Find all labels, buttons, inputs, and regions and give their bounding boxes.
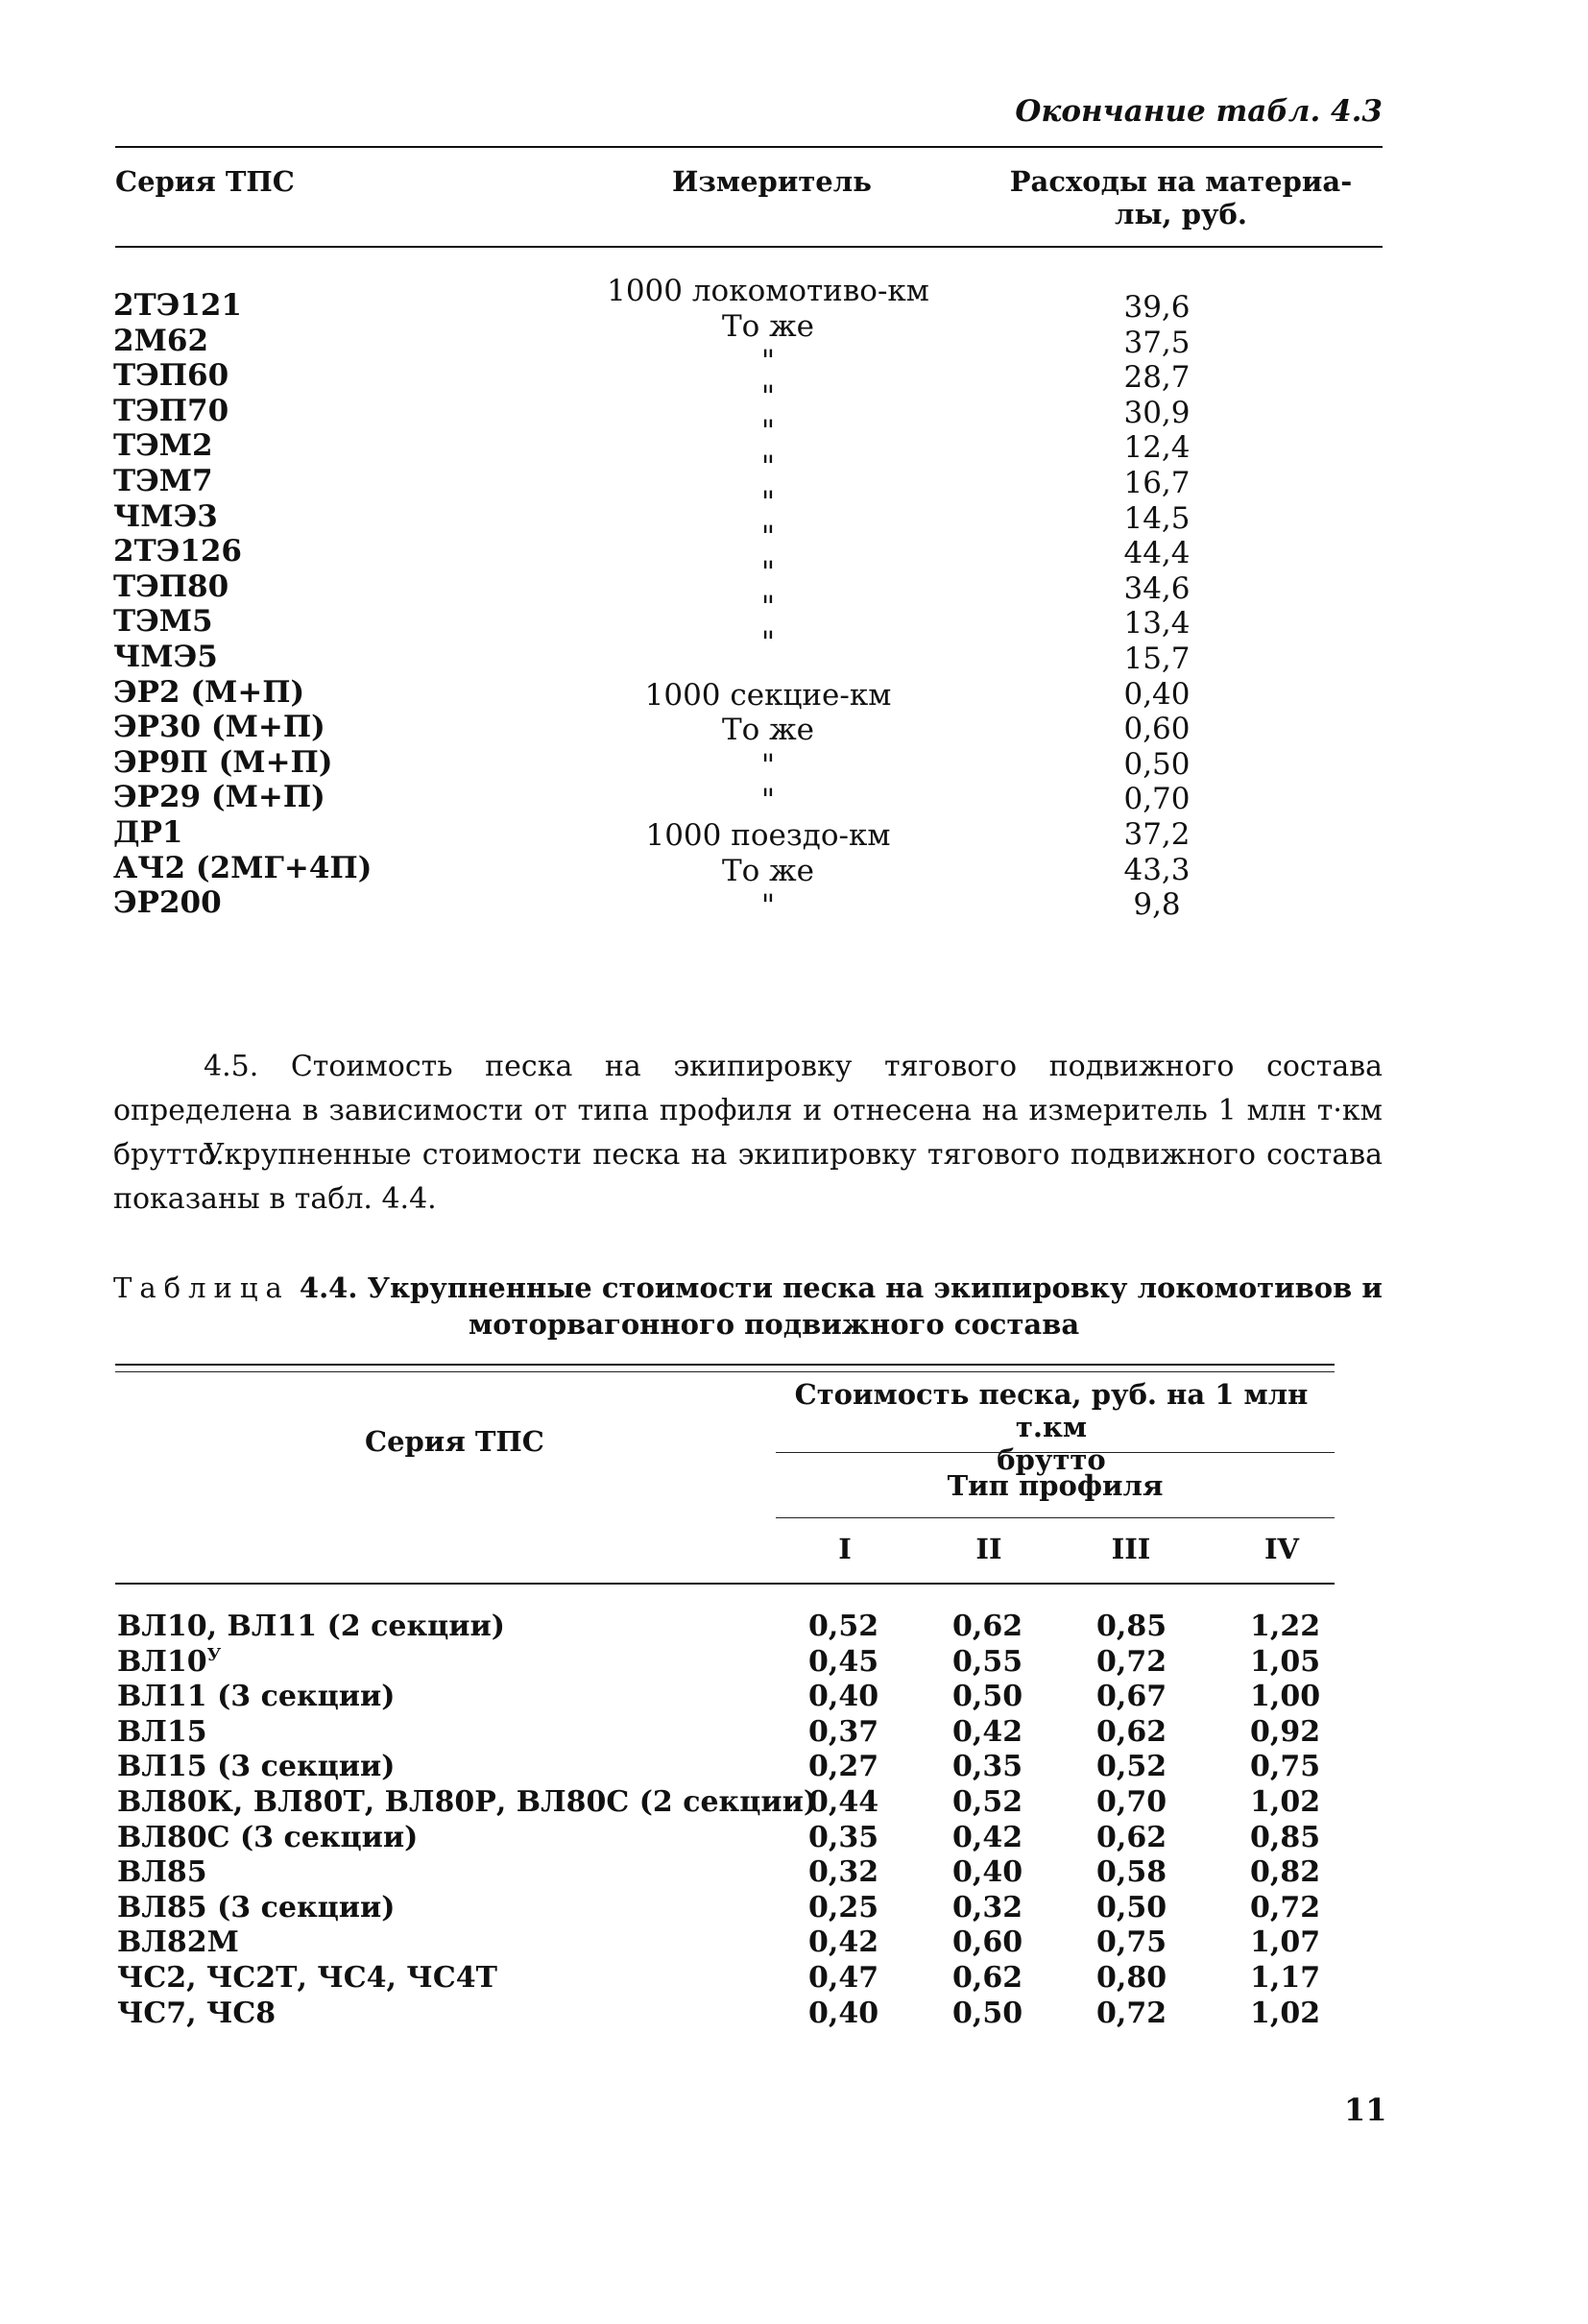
value-iv-cell: 0,92 xyxy=(1250,1714,1321,1749)
table-4-3-measure-cell: " xyxy=(760,448,776,484)
table-4-3-header-rule xyxy=(115,246,1383,248)
table-4-3-cost-cell: 15,7 xyxy=(1123,641,1191,676)
paragraph-sand-costs-text: Укрупненные стоимости песка на экипировку тягового подвижного состава показаны в табл. 4.4. xyxy=(113,1138,1383,1216)
table-4-3-series-cell: АЧ2 (2МГ+4П) xyxy=(113,850,373,885)
table-4-3-measure-cell: " xyxy=(760,520,776,555)
table-4-3-measure-cell: " xyxy=(760,747,776,783)
table-4-4-top-rule-2 xyxy=(115,1371,1335,1372)
table-4-3-cost-column xyxy=(1085,290,1229,923)
table-4-3-cost-cell: 16,7 xyxy=(1123,465,1191,500)
value-iv-cell: 0,75 xyxy=(1250,1750,1321,1784)
value-iii-cell: 0,52 xyxy=(1096,1750,1167,1784)
table-4-3-top-rule xyxy=(115,146,1383,148)
table-4-3-measure-cell: " xyxy=(760,378,776,414)
table-4-3-series-cell: 2М62 xyxy=(113,323,209,358)
value-i-cell: 0,45 xyxy=(808,1644,879,1679)
table-4-3-series-cell: ЧМЭ3 xyxy=(113,498,218,534)
page-number: 11 xyxy=(1344,2092,1387,2128)
value-iii-cell: 0,72 xyxy=(1096,1644,1167,1679)
series-cell: ВЛ11 (3 секции) xyxy=(117,1680,396,1714)
table-4-3-series-cell: ЭР30 (М+П) xyxy=(113,710,325,745)
table-4-4-title-line2: моторвагонного подвижного состава xyxy=(469,1308,1080,1341)
table-4-4-title-text1: 4.4. Укрупненные стоимости песка на экипировку локомотивов и xyxy=(299,1271,1383,1304)
table-4-3-cost-cell: 39,6 xyxy=(1123,290,1191,325)
value-iv-cell: 0,82 xyxy=(1250,1855,1321,1890)
table-4-3-series-cell: ТЭП80 xyxy=(113,569,229,604)
paragraph-4-5-text: 4.5. Стоимость песка на экипировку тягового подвижного состава определена в зависимости от типа профиля и отнесена на измеритель 1 млн т·км брутто. xyxy=(113,1050,1383,1172)
table-4-4-header-cost-line1: Стоимость песка, руб. на 1 млн т.км xyxy=(794,1378,1309,1443)
value-i-cell: 0,40 xyxy=(808,1680,879,1714)
table-row xyxy=(117,1645,1336,1681)
value-iii-cell: 0,62 xyxy=(1096,1714,1167,1749)
table-4-3-cost-cell: 0,50 xyxy=(1123,746,1191,782)
table-row xyxy=(117,1785,1336,1821)
table-4-3-measure-cell: То же xyxy=(721,713,815,748)
series-cell: ВЛ82М xyxy=(117,1925,239,1960)
series-cell-text: ВЛ10 xyxy=(117,1644,207,1679)
value-ii-cell: 0,52 xyxy=(952,1784,1023,1819)
table-4-3-series-cell: ЭР9П (М+П) xyxy=(113,744,333,780)
table-4-3-measure-cell: " xyxy=(760,624,776,660)
table-4-3-cost-cell: 30,9 xyxy=(1123,395,1191,430)
value-iv-cell: 1,07 xyxy=(1250,1925,1321,1960)
table-4-3-cost-cell: 0,40 xyxy=(1123,676,1191,712)
table-4-3-cost-cell: 44,4 xyxy=(1123,536,1191,571)
table-4-3-cost-cell: 37,5 xyxy=(1123,325,1191,360)
value-iii-cell: 0,80 xyxy=(1096,1960,1167,1995)
value-ii-cell: 0,62 xyxy=(952,1610,1023,1643)
table-4-3-header-measure: Измеритель xyxy=(672,165,872,198)
value-iv-cell: 0,72 xyxy=(1250,1890,1321,1925)
value-ii-cell: 0,42 xyxy=(952,1820,1023,1854)
table-4-3-series-cell: ЭР2 (М+П) xyxy=(113,674,305,710)
table-4-3-series-cell: ЭР29 (М+П) xyxy=(113,780,325,815)
value-iv-cell: 1,02 xyxy=(1250,1996,1321,2030)
table-4-3-cost-cell: 37,2 xyxy=(1123,816,1191,852)
table-4-4-header-cost-line2: брутто xyxy=(997,1443,1106,1476)
table-4-3-cost-cell: 14,5 xyxy=(1123,500,1191,536)
table-4-3-cost-cell: 12,4 xyxy=(1123,430,1191,466)
table-4-4-header-col-iv: IV xyxy=(1263,1533,1300,1565)
table-4-4-header-profile: Тип профиля xyxy=(947,1469,1164,1502)
table-4-3-measure-cell: " xyxy=(760,414,776,449)
table-4-4-header-col-ii: II xyxy=(975,1533,1002,1565)
table-4-4-body xyxy=(117,1610,1336,2031)
table-4-3-series-cell: 2ТЭ126 xyxy=(113,534,243,569)
table-4-3-series-column xyxy=(113,288,372,921)
value-i-cell: 0,52 xyxy=(808,1610,879,1643)
table-4-3-cost-cell: 0,70 xyxy=(1123,782,1191,817)
table-4-3-measure-cell: " xyxy=(760,484,776,520)
table-4-3-cost-cell: 34,6 xyxy=(1123,570,1191,606)
value-iv-cell: 1,22 xyxy=(1250,1610,1321,1643)
table-4-3-measure-cell: 1000 поездо-км xyxy=(645,817,891,853)
value-ii-cell: 0,32 xyxy=(952,1890,1023,1925)
value-ii-cell: 0,62 xyxy=(952,1960,1023,1995)
table-4-3-cost-cell: 9,8 xyxy=(1133,887,1181,923)
table-4-4-header-cost xyxy=(768,1378,1335,1476)
table-4-4-title-line1 xyxy=(113,1270,1390,1306)
table-row xyxy=(117,1821,1336,1856)
value-iii-cell: 0,72 xyxy=(1096,1996,1167,2030)
table-4-4-label: Таблица xyxy=(113,1271,290,1304)
value-i-cell: 0,42 xyxy=(808,1925,879,1960)
value-iv-cell: 1,05 xyxy=(1250,1644,1321,1679)
table-4-4-profile-rule xyxy=(776,1517,1335,1518)
table-4-4-header-col-iii: III xyxy=(1111,1533,1151,1565)
table-4-3-cost-cell: 43,3 xyxy=(1123,852,1191,887)
value-iii-cell: 0,70 xyxy=(1096,1784,1167,1819)
table-4-4-header-col-i: I xyxy=(838,1533,852,1565)
table-4-3-measure-cell: " xyxy=(760,554,776,590)
value-ii-cell: 0,35 xyxy=(952,1750,1023,1784)
table-continuation-caption: Окончание табл. 4.3 xyxy=(1015,94,1383,129)
table-4-4-cost-rule xyxy=(776,1452,1335,1453)
table-4-3-series-cell: ТЭП70 xyxy=(113,393,229,428)
table-4-3-series-cell: 2ТЭ121 xyxy=(113,288,243,323)
series-cell: ВЛ85 xyxy=(117,1855,207,1890)
table-4-3-measure-column xyxy=(576,274,960,924)
table-4-3-header-cost-line2: лы, руб. xyxy=(1115,198,1247,230)
table-row xyxy=(117,1925,1336,1961)
value-iii-cell: 0,85 xyxy=(1096,1610,1167,1643)
value-ii-cell: 0,40 xyxy=(952,1855,1023,1890)
table-row xyxy=(117,1997,1336,2032)
value-iv-cell: 1,17 xyxy=(1250,1960,1321,1995)
table-4-3-cost-cell: 28,7 xyxy=(1123,360,1191,396)
paragraph-sand-costs xyxy=(113,1133,1383,1222)
table-row xyxy=(117,1750,1336,1785)
table-4-3-series-cell: ТЭП60 xyxy=(113,358,229,394)
value-ii-cell: 0,42 xyxy=(952,1714,1023,1749)
series-cell xyxy=(117,1645,221,1681)
value-i-cell: 0,40 xyxy=(808,1996,879,2030)
table-4-3-measure-cell: " xyxy=(760,888,776,924)
series-cell: ВЛ10, ВЛ11 (2 секции) xyxy=(117,1610,505,1643)
value-ii-cell: 0,55 xyxy=(952,1644,1023,1679)
value-iii-cell: 0,75 xyxy=(1096,1925,1167,1960)
series-cell: ВЛ15 xyxy=(117,1714,207,1749)
table-4-3-header-series: Серия ТПС xyxy=(115,165,295,198)
value-iii-cell: 0,50 xyxy=(1096,1890,1167,1925)
value-iv-cell: 0,85 xyxy=(1250,1820,1321,1854)
value-i-cell: 0,37 xyxy=(808,1714,879,1749)
value-ii-cell: 0,60 xyxy=(952,1925,1023,1960)
table-4-3-measure-cell: 1000 локомотиво-км xyxy=(607,274,929,308)
value-i-cell: 0,44 xyxy=(808,1784,879,1819)
table-4-3-cost-cell: 13,4 xyxy=(1123,606,1191,642)
table-4-4-title xyxy=(113,1270,1390,1343)
value-ii-cell: 0,50 xyxy=(952,1996,1023,2030)
value-iv-cell: 1,00 xyxy=(1250,1680,1321,1714)
table-4-4-header-series: Серия ТПС xyxy=(365,1425,544,1458)
value-i-cell: 0,35 xyxy=(808,1820,879,1854)
table-4-4-top-rule xyxy=(115,1364,1335,1366)
table-4-3-header-cost xyxy=(1008,165,1354,230)
series-cell: ВЛ85 (3 секции) xyxy=(117,1890,396,1925)
value-iii-cell: 0,58 xyxy=(1096,1855,1167,1890)
series-cell: ВЛ80К, ВЛ80Т, ВЛ80Р, ВЛ80С (2 секции) xyxy=(117,1784,818,1819)
value-ii-cell: 0,50 xyxy=(952,1680,1023,1714)
table-row xyxy=(117,1610,1336,1645)
table-4-3-series-cell: ДР1 xyxy=(113,814,183,850)
table-4-3-series-cell: ТЭМ2 xyxy=(113,428,213,464)
table-4-3-series-cell: ЧМЭ5 xyxy=(113,639,218,674)
table-row xyxy=(117,1855,1336,1891)
table-4-3-series-cell: ТЭМ5 xyxy=(113,604,213,640)
table-row xyxy=(117,1680,1336,1715)
value-iii-cell: 0,67 xyxy=(1096,1680,1167,1714)
value-iv-cell: 1,02 xyxy=(1250,1784,1321,1819)
series-cell-superscript: У xyxy=(206,1644,222,1665)
value-i-cell: 0,32 xyxy=(808,1855,879,1890)
series-cell: ЧС7, ЧС8 xyxy=(117,1996,277,2030)
table-4-3-measure-cell: " xyxy=(760,783,776,818)
value-i-cell: 0,25 xyxy=(808,1890,879,1925)
series-cell: ЧС2, ЧС2Т, ЧС4, ЧС4Т xyxy=(117,1960,497,1995)
table-row xyxy=(117,1715,1336,1751)
table-4-4-header-rule xyxy=(115,1583,1335,1585)
table-4-3-measure-cell: 1000 секцие-км xyxy=(644,677,892,713)
table-4-3-series-cell: ТЭМ7 xyxy=(113,463,213,498)
table-4-3-measure-cell: " xyxy=(760,344,776,379)
series-cell: ВЛ80С (3 секции) xyxy=(117,1820,419,1854)
table-4-3-measure-cell: То же xyxy=(721,853,815,888)
table-4-3-header-cost-line1: Расходы на материа- xyxy=(1009,165,1353,198)
value-i-cell: 0,27 xyxy=(808,1750,879,1784)
table-row xyxy=(117,1961,1336,1997)
table-4-3-cost-cell: 0,60 xyxy=(1123,712,1191,747)
table-4-3-measure-cell: " xyxy=(760,590,776,625)
table-4-3-series-cell: ЭР200 xyxy=(113,885,222,921)
table-row xyxy=(117,1891,1336,1926)
series-cell: ВЛ15 (3 секции) xyxy=(117,1750,396,1784)
table-4-3-measure-cell: То же xyxy=(721,308,815,344)
value-iii-cell: 0,62 xyxy=(1096,1820,1167,1854)
value-i-cell: 0,47 xyxy=(808,1960,879,1995)
